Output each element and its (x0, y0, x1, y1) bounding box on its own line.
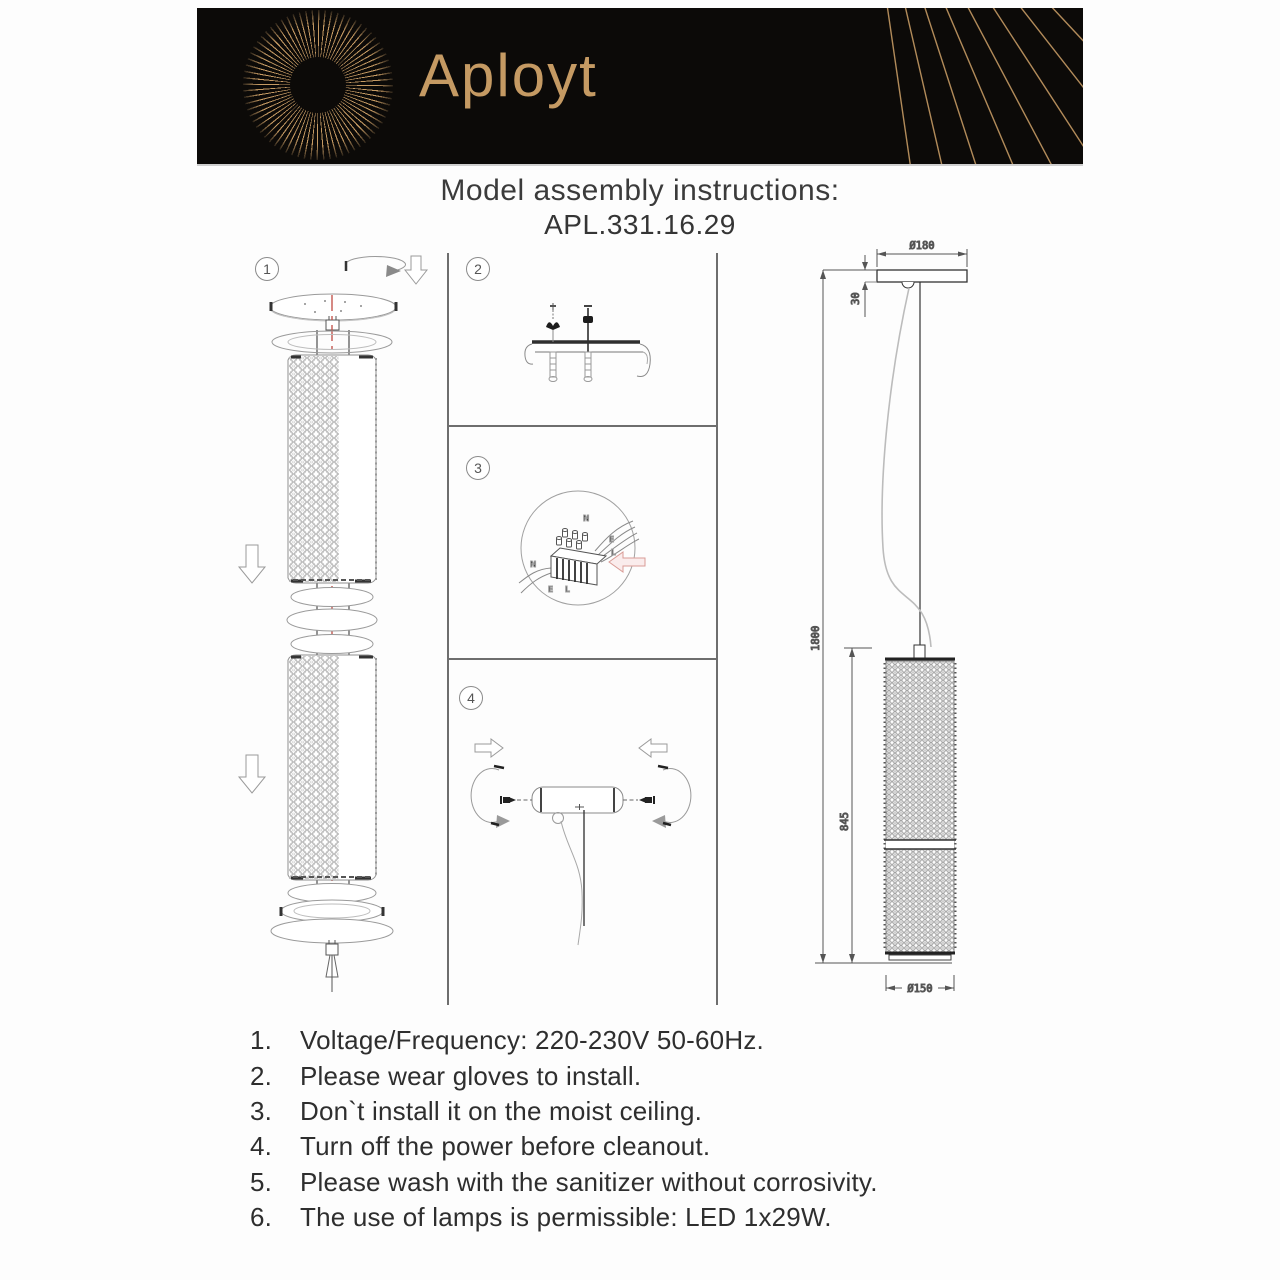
step-2-badge: 2 (466, 257, 490, 281)
brand-banner (197, 8, 1083, 164)
brand-wordmark: Aployt (419, 42, 598, 109)
step-4-badge: 4 (459, 686, 483, 710)
item-number: 3. (250, 1095, 273, 1126)
list-item (250, 1023, 1080, 1058)
item-number: 5. (250, 1166, 273, 1197)
upper-shade (288, 355, 376, 583)
exploded-lamp-diagram (235, 250, 445, 1010)
right-arrow-icon (475, 739, 503, 757)
svg-text:L: L (611, 548, 616, 557)
lower-shade (288, 655, 376, 880)
rotate-arrow-icon (652, 766, 691, 828)
canopy-mount-diagram (447, 658, 716, 1005)
item-number: 6. (250, 1202, 273, 1233)
item-text: The use of lamps is permissible: LED 1x29W. (300, 1202, 832, 1233)
anchor-icon (584, 352, 592, 382)
svg-text:1800: 1800 (810, 625, 822, 651)
screw-icon (623, 796, 654, 804)
svg-text:Ø180: Ø180 (909, 240, 935, 252)
banner-rays-icon (197, 8, 1083, 164)
list-item (250, 1165, 1080, 1200)
rotate-arrow-icon (346, 257, 406, 277)
page-title: Model assembly instructions: (440, 174, 840, 207)
model-number: APL.331.16.29 (544, 209, 736, 240)
step-1-badge: 1 (255, 257, 279, 281)
svg-text:Ø150: Ø150 (907, 983, 933, 995)
down-arrow-icon (239, 545, 265, 583)
svg-text:L: L (565, 585, 570, 594)
dimension-drawing (790, 233, 1015, 1003)
item-number: 1. (250, 1025, 273, 1056)
list-item (250, 1200, 1080, 1235)
item-number: 4. (250, 1131, 273, 1162)
svg-text:30: 30 (850, 292, 862, 305)
item-text: Voltage/Frequency: 220-230V 50-60Hz. (300, 1025, 764, 1056)
svg-text:N: N (530, 560, 537, 569)
anchor-icon (549, 352, 557, 382)
down-arrow-icon (405, 256, 427, 284)
svg-text:N: N (583, 514, 590, 523)
list-item (250, 1058, 1080, 1093)
step-3-badge: 3 (466, 456, 490, 480)
item-text: Please wear gloves to install. (300, 1060, 642, 1091)
screw-icon (546, 303, 560, 342)
instruction-list (250, 1023, 1080, 1235)
divider (716, 253, 718, 1005)
list-item (250, 1129, 1080, 1164)
item-text: Turn off the power before cleanout. (300, 1131, 711, 1162)
terminal-block (551, 529, 606, 586)
item-number: 2. (250, 1060, 273, 1091)
svg-text:E: E (548, 585, 554, 594)
svg-text:E: E (609, 535, 615, 544)
item-text: Don`t install it on the moist ceiling. (300, 1095, 703, 1126)
left-arrow-icon (639, 739, 667, 757)
svg-text:845: 845 (839, 812, 851, 831)
bracket-diagram (447, 253, 716, 425)
screw-icon (501, 796, 532, 804)
down-arrow-icon (239, 755, 265, 793)
item-text: Please wash with the sanitizer without corrosivity. (300, 1166, 878, 1197)
wiring-diagram (447, 425, 716, 658)
list-item (250, 1094, 1080, 1129)
